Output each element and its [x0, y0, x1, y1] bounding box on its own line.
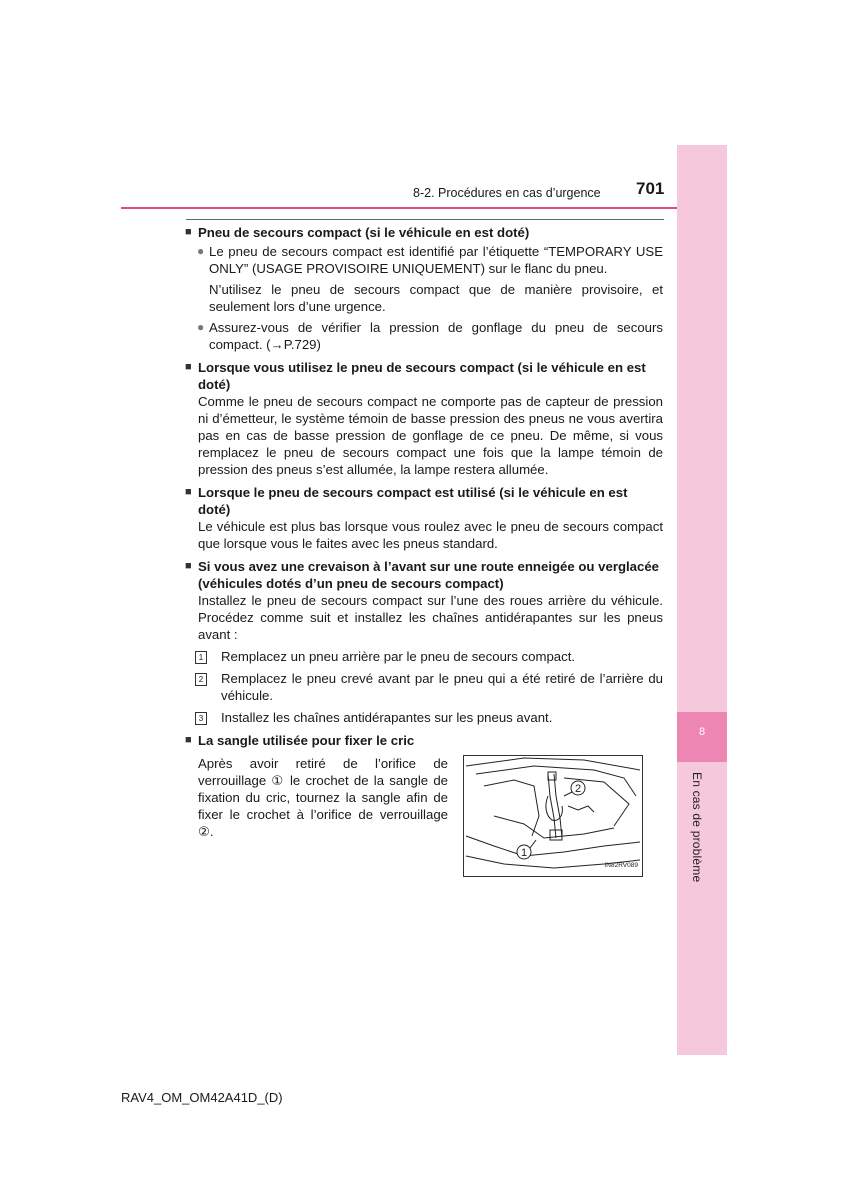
bullet-continuation: N’utilisez le pneu de secours compact que de manière provisoire, et seulement lors d’une urgence. [209, 282, 663, 314]
callout-2-label: 2 [574, 783, 582, 795]
section-title: Pneu de secours compact (si le véhicule en est doté) [198, 225, 530, 240]
header-section-title: 8-2. Procédures en cas d’urgence [413, 186, 601, 200]
section-square-icon: ■ [185, 361, 192, 373]
section-front-flat-snow [185, 558, 663, 726]
step-text: Installez les chaînes antidérapantes sur les pneus avant. [221, 710, 553, 725]
section-body: Comme le pneu de secours compact ne comporte pas de capteur de pression ni d’émetteur, le système témoin de basse pression des pneus ne vous avertira pas en cas de basse pression de gonflage de ce pneu. De même, si vous remplacez le pneu de secours compact une fois que la lampe témoin de pression des pneus s’est allumée, la lampe restera allumée. [198, 394, 663, 477]
chapter-title-vertical: En cas de problème [690, 772, 704, 883]
section-title: Si vous avez une crevaison à l’avant sur une route enneigée ou verglacée (véhicules dotés d’un pneu de secours compact) [198, 559, 660, 591]
side-tab-background [677, 145, 727, 1055]
section-square-icon: ■ [185, 486, 192, 498]
section-compact-spare-tire [185, 224, 663, 353]
step-item [195, 670, 663, 704]
section-body: Après avoir retiré de l’orifice de verrouillage ① le crochet de la sangle de fixation du cric, tournez la sangle afin de fixer le crochet à l’orifice de verrouillage ②. [198, 756, 448, 839]
section-square-icon: ■ [185, 560, 192, 572]
section-square-icon: ■ [185, 226, 192, 238]
section-body: Le véhicule est plus bas lorsque vous roulez avec le pneu de secours compact que lorsque vous le faites avec les pneus standard. [198, 519, 663, 551]
bullet-text: Assurez-vous de vérifier la pression de gonflage du pneu de secours compact. (→P.729) [209, 320, 663, 352]
content-top-divider [186, 219, 664, 220]
section-compact-spare-in-use [185, 484, 663, 552]
bullet-item [197, 319, 663, 353]
page-content [185, 224, 663, 883]
footer-document-code: RAV4_OM_OM42A41D_(D) [121, 1090, 283, 1105]
section-title: Lorsque vous utilisez le pneu de secours compact (si le véhicule en est doté) [198, 360, 646, 392]
callout-1-label: 1 [520, 847, 528, 859]
figure-code: IN82RV089 [604, 862, 638, 869]
section-title: Lorsque le pneu de secours compact est utilisé (si le véhicule en est doté) [198, 485, 628, 517]
section-title: La sangle utilisée pour fixer le cric [198, 733, 415, 748]
section-using-compact-spare [185, 359, 663, 478]
section-square-icon: ■ [185, 734, 192, 746]
step-number: 1 [195, 651, 207, 664]
page-number: 701 [636, 179, 665, 198]
jack-strap-illustration [463, 755, 643, 877]
header-divider [121, 207, 677, 209]
section-body: Installez le pneu de secours compact sur l’une des roues arrière du véhicule. Procédez comme suit et installez les chaînes antidérapantes sur les pneus avant : [198, 593, 663, 642]
bullet-item [197, 243, 663, 277]
bullet-dot-icon: ● [197, 320, 205, 334]
step-text: Remplacez un pneu arrière par le pneu de secours compact. [221, 649, 576, 664]
step-text: Remplacez le pneu crevé avant par le pneu qui a été retiré de l’arrière du véhicule. [221, 671, 663, 703]
step-number: 2 [195, 673, 207, 686]
step-item [195, 648, 663, 665]
bullet-dot-icon: ● [197, 244, 205, 258]
step-item [195, 709, 663, 726]
section-jack-strap [185, 732, 663, 877]
bullet-text: Le pneu de secours compact est identifié par l’étiquette “TEMPORARY USE ONLY” (USAGE PROVISOIRE UNIQUEMENT) sur le flanc du pneu. [209, 244, 663, 276]
chapter-number-tab[interactable]: 8 [677, 712, 727, 762]
step-number: 3 [195, 712, 207, 725]
